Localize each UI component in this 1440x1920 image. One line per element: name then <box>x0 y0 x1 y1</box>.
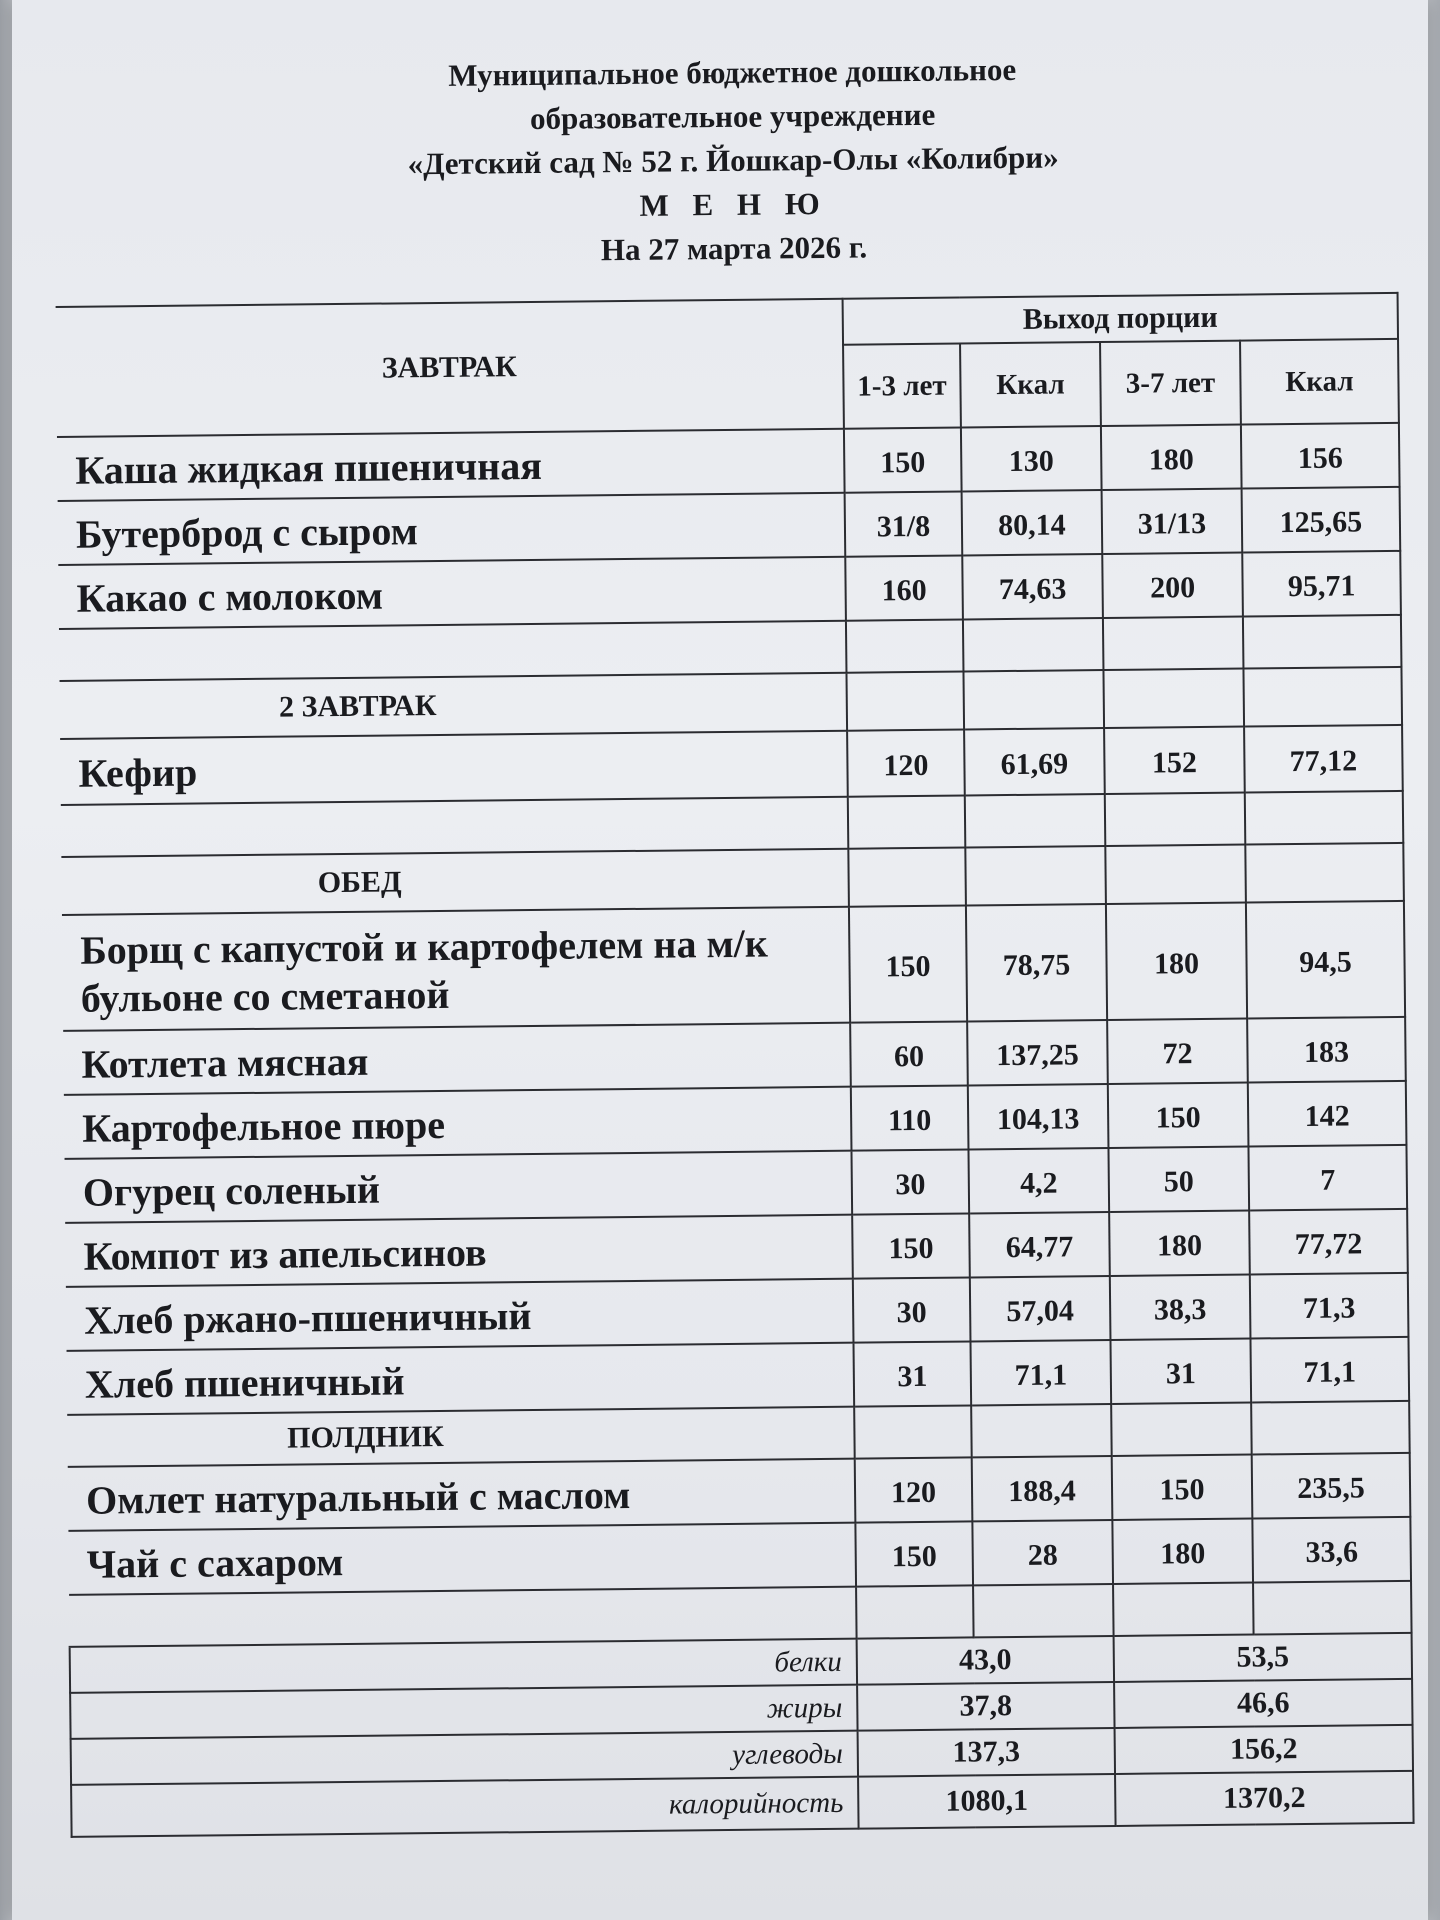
kcal-3-7: 7 <box>1248 1145 1407 1211</box>
portion-3-7: 150 <box>1112 1455 1253 1520</box>
nutrition-value-1-3: 1080,1 <box>858 1774 1116 1829</box>
dish-name: Каша жидкая пшеничная <box>57 429 845 501</box>
nutrition-value-3-7: 53,5 <box>1114 1633 1412 1682</box>
nutrition-value-1-3: 37,8 <box>857 1682 1114 1731</box>
portion-1-3: 30 <box>851 1149 969 1214</box>
dish-name: Хлеб ржано-пшеничный <box>66 1279 854 1351</box>
kcal-1-3: 28 <box>972 1520 1113 1585</box>
kcal-1-3: 71,1 <box>970 1340 1111 1405</box>
dish-name: Огурец соленый <box>65 1151 853 1223</box>
kcal-3-7: 33,6 <box>1252 1517 1411 1583</box>
kcal-1-3: 104,13 <box>968 1084 1109 1149</box>
kcal-1-3: 4,2 <box>968 1148 1109 1213</box>
portion-1-3: 150 <box>844 428 962 493</box>
portion-3-7: 180 <box>1112 1519 1253 1584</box>
portion-3-7: 152 <box>1104 727 1245 794</box>
kcal-3-7: 71,3 <box>1250 1273 1409 1339</box>
kcal-3-7: 77,72 <box>1249 1209 1408 1275</box>
kcal-1-3: 137,25 <box>967 1020 1108 1085</box>
kcal-3-7: 125,65 <box>1242 487 1401 553</box>
dish-name: Кефир <box>60 731 848 805</box>
portion-1-3: 110 <box>851 1085 969 1150</box>
kcal-3-7: 142 <box>1248 1081 1407 1147</box>
header-line-1: Муниципальное бюджетное дошкольное <box>448 51 1017 93</box>
portion-1-3: 160 <box>845 555 963 620</box>
nutrition-value-1-3: 137,3 <box>858 1728 1115 1777</box>
kcal-3-7: 95,71 <box>1242 551 1401 617</box>
nutrition-label: белки <box>70 1639 857 1693</box>
portion-1-3: 31 <box>853 1341 971 1406</box>
portion-1-3: 150 <box>855 1521 973 1586</box>
kcal-1-header: Ккал <box>960 342 1101 427</box>
portion-1-3: 150 <box>849 905 967 1022</box>
section-breakfast2-title: 2 ЗАВТРАК <box>60 673 848 739</box>
nutrition-label: калорийность <box>71 1777 859 1837</box>
age-1-3-header: 1-3 лет <box>843 344 961 429</box>
kcal-1-3: 188,4 <box>972 1456 1113 1521</box>
kcal-1-3: 57,04 <box>970 1276 1111 1341</box>
header-line-3: «Детский сад № 52 г. Йошкар-Олы «Колибри» <box>407 139 1059 182</box>
portion-1-3: 120 <box>855 1457 973 1522</box>
portion-3-7: 180 <box>1101 425 1242 490</box>
dish-name: Картофельное пюре <box>64 1087 852 1159</box>
kcal-2-header: Ккал <box>1240 339 1399 425</box>
section-breakfast-title: ЗАВТРАК <box>56 299 844 437</box>
dish-name: Чай с сахаром <box>68 1523 856 1595</box>
section-snack-title: ПОЛДНИК <box>67 1407 855 1467</box>
kcal-1-3: 78,75 <box>966 904 1107 1021</box>
kcal-3-7: 235,5 <box>1252 1453 1411 1519</box>
dish-name: Компот из апельсинов <box>65 1215 853 1287</box>
portion-3-7: 180 <box>1106 903 1247 1020</box>
portion-1-3: 31/8 <box>845 491 963 556</box>
portion-3-7: 72 <box>1107 1019 1248 1084</box>
portion-3-7: 31/13 <box>1102 489 1243 554</box>
dish-name: Хлеб пшеничный <box>67 1343 855 1415</box>
dish-name: Какао с молоком <box>58 557 846 629</box>
menu-title: М Е Н Ю <box>639 185 828 223</box>
portion-title: Выход порции <box>843 293 1398 345</box>
menu-date: На 27 марта 2026 г. <box>600 229 868 268</box>
dish-name: Котлета мясная <box>63 1023 851 1095</box>
table-row <box>62 901 1405 1031</box>
dish-name: Борщ с капустой и картофелем на м/к бульоне со сметаной <box>62 907 850 1031</box>
section-lunch-title: ОБЕД <box>61 849 849 915</box>
nutrition-value-1-3: 43,0 <box>857 1636 1114 1685</box>
portion-3-7: 38,3 <box>1110 1275 1251 1340</box>
portion-1-3: 60 <box>850 1021 968 1086</box>
portion-1-3: 30 <box>853 1277 971 1342</box>
portion-3-7: 150 <box>1108 1083 1249 1148</box>
nutrition-label: углеводы <box>71 1731 858 1785</box>
kcal-3-7: 94,5 <box>1246 901 1405 1019</box>
kcal-1-3: 61,69 <box>964 728 1105 795</box>
paper-sheet <box>12 0 1428 1920</box>
kcal-1-3: 74,63 <box>962 554 1103 619</box>
kcal-1-3: 130 <box>961 426 1102 491</box>
portion-1-3: 150 <box>852 1213 970 1278</box>
portion-3-7: 200 <box>1102 553 1243 618</box>
dish-name: Бутерброд с сыром <box>58 493 846 565</box>
dish-name: Омлет натуральный с маслом <box>68 1459 856 1531</box>
kcal-3-7: 183 <box>1247 1017 1406 1083</box>
menu-table <box>55 292 1415 1838</box>
portion-1-3: 120 <box>847 729 965 796</box>
kcal-1-3: 64,77 <box>969 1212 1110 1277</box>
kcal-3-7: 156 <box>1241 423 1400 489</box>
nutrition-label: жиры <box>70 1685 857 1739</box>
document-header <box>52 44 1414 278</box>
portion-3-7: 31 <box>1110 1339 1251 1404</box>
kcal-3-7: 77,12 <box>1244 725 1403 793</box>
nutrition-value-3-7: 1370,2 <box>1115 1771 1414 1826</box>
nutrition-value-3-7: 156,2 <box>1115 1725 1413 1774</box>
menu-document <box>52 44 1431 1838</box>
nutrition-value-3-7: 46,6 <box>1114 1679 1412 1728</box>
age-3-7-header: 3-7 лет <box>1100 341 1241 426</box>
portion-3-7: 180 <box>1109 1211 1250 1276</box>
header-line-2: образовательное учреждение <box>529 96 936 136</box>
kcal-3-7: 71,1 <box>1250 1337 1409 1403</box>
portion-3-7: 50 <box>1108 1147 1249 1212</box>
kcal-1-3: 80,14 <box>962 490 1103 555</box>
